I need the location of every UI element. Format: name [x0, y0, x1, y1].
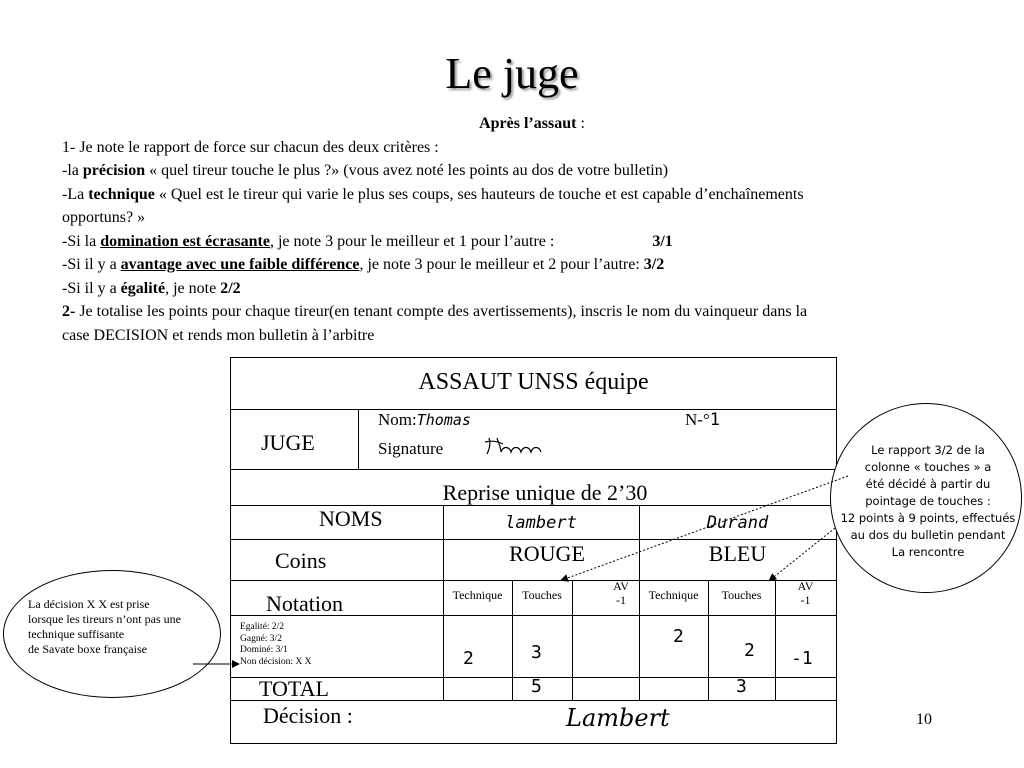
nom-value: Thomas: [416, 411, 471, 429]
coin-red: ROUGE: [509, 541, 585, 566]
name-red: lambert: [505, 513, 577, 533]
arrow-to-blue-touches: [770, 528, 835, 580]
intro-line: 1- Je note le rapport de force sur chacun des deux critères :: [62, 138, 439, 156]
coin-blue: BLEU: [708, 541, 767, 566]
col-touches-blue: Touches: [721, 588, 762, 602]
legend-item: Non décision: X X: [240, 656, 312, 667]
intro-line: -la précision « quel tireur touche le plus ?» (vous avez noté les points au dos de votre bulletin): [62, 162, 669, 179]
blue-touches-score: 2: [744, 640, 755, 661]
coins-label: Coins: [275, 548, 327, 573]
callout-left-text: La décision X X est prise lorsque les tireurs n’ont pas une technique suffisante de Savate boxe française: [28, 597, 181, 656]
blue-total: 3: [736, 676, 747, 697]
blue-technique-score: 2: [673, 626, 684, 647]
page-number: 10: [916, 711, 932, 728]
red-technique-score: 2: [463, 648, 474, 669]
number-field: N-°1: [685, 410, 720, 430]
nom-field: Nom:Thomas: [378, 410, 471, 429]
slide-title: Le juge: [445, 49, 579, 98]
signature-label: Signature: [378, 439, 444, 458]
intro-heading: Après l’assaut :: [479, 115, 585, 132]
juge-label: JUGE: [261, 430, 315, 455]
noms-label: NOMS: [319, 506, 383, 531]
notation-label: Notation: [266, 591, 343, 616]
arrow-to-red-touches: [562, 476, 848, 580]
decision-value: Lambert: [566, 704, 670, 732]
blue-av-score: -1: [791, 648, 813, 669]
total-label: TOTAL: [259, 676, 329, 701]
col-av-blue: AV -1: [797, 579, 814, 607]
intro-line: -La technique « Quel est le tireur qui varie le plus ses coups, ses hauteurs de touche et est capable d’enchaînements: [62, 185, 804, 203]
legend-item: Gagné: 3/2: [240, 633, 282, 644]
intro-line: case DECISION et rends mon bulletin à l’arbitre: [62, 326, 375, 344]
intro-line: opportuns? »: [62, 209, 146, 226]
col-technique-blue: Technique: [648, 588, 699, 602]
legend-item: Egalité: 2/2: [240, 622, 285, 632]
legend-item: Dominé: 3/1: [240, 645, 288, 655]
col-technique-red: Technique: [452, 588, 503, 602]
callout-right-text: Le rapport 3/2 de la colonne « touches » a été décidé à partir du pointage de touches : 12 points à 9 points, effectués au dos du bulletin pendant La rencontre: [840, 443, 1016, 559]
red-total: 5: [531, 676, 542, 697]
intro-line: -Si il y a avantage avec une faible différence, je note 3 pour le meilleur et 2 pour l’autre: 3/2: [62, 256, 665, 273]
col-av-red: AV -1: [613, 579, 629, 607]
decision-label: Décision :: [263, 703, 353, 728]
reprise-label: Reprise unique de 2’30: [442, 480, 648, 505]
intro-line: -Si il y a égalité, je note 2/2: [62, 279, 241, 297]
form-header: ASSAUT UNSS équipe: [418, 369, 649, 395]
name-blue: Durand: [706, 513, 769, 533]
red-touches-score: 3: [531, 642, 542, 663]
col-touches-red: Touches: [522, 588, 562, 602]
intro-line: -Si la domination est écrasante, je note 3 pour le meilleur et 1 pour l’autre : 3/1: [62, 232, 673, 250]
intro-line: 2- Je totalise les points pour chaque tireur(en tenant compte des avertissements), inscris le nom du vainqueur dans la: [62, 303, 808, 320]
